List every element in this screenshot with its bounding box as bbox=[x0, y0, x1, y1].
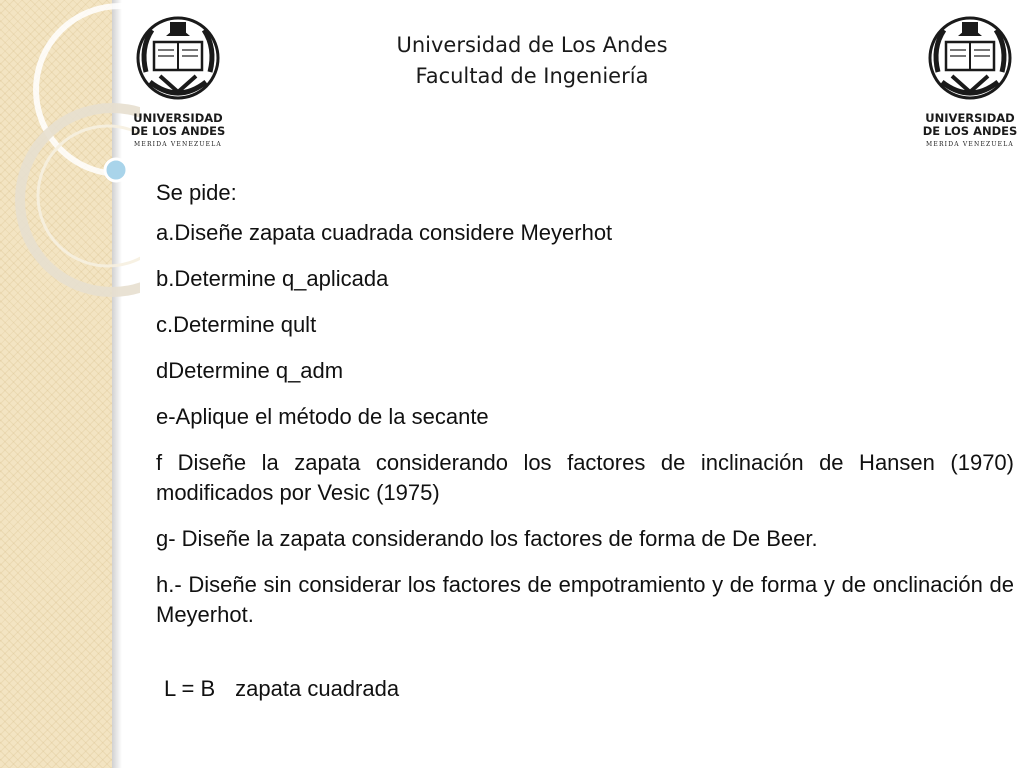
logo-name-line1-right: UNIVERSIDAD bbox=[925, 111, 1015, 125]
decorative-rings bbox=[0, 0, 140, 300]
logo-subtitle: MERIDA VENEZUELA bbox=[134, 141, 222, 148]
university-logo-right bbox=[922, 12, 1018, 150]
university-title: Universidad de Los Andes bbox=[396, 33, 668, 57]
item-b: b.Determine q_aplicada bbox=[156, 266, 389, 291]
slide-header bbox=[300, 30, 764, 92]
logo-name-line1: UNIVERSIDAD bbox=[133, 111, 223, 125]
faculty-title: Facultad de Ingeniería bbox=[415, 64, 649, 88]
formula-equation: L = B bbox=[164, 676, 216, 701]
item-f: f Diseñe la zapata considerando los factores de inclinación de Hansen (1970) modificados por Vesic (1975) bbox=[156, 450, 1014, 505]
item-h: h.- Diseñe sin considerar los factores de empotramiento y de forma y de onclinación de Meyerhot. bbox=[156, 572, 1014, 627]
logo-name-line2: DE LOS ANDES bbox=[130, 124, 226, 138]
item-d: dDetermine q_adm bbox=[156, 358, 344, 383]
item-c: c.Determine qult bbox=[156, 312, 317, 337]
logo-name-line2-right: DE LOS ANDES bbox=[922, 124, 1018, 138]
item-e: e-Aplique el método de la secante bbox=[156, 404, 489, 429]
formula-row bbox=[164, 674, 399, 704]
slide-body bbox=[156, 178, 1014, 646]
university-logo-left bbox=[130, 12, 226, 150]
item-a: a.Diseñe zapata cuadrada considere Meyerhot bbox=[156, 220, 613, 245]
logo-subtitle-right: MERIDA VENEZUELA bbox=[926, 141, 1014, 148]
intro-text: Se pide: bbox=[156, 180, 237, 205]
item-g: g- Diseñe la zapata considerando los factores de forma de De Beer. bbox=[156, 526, 818, 551]
blue-bubble bbox=[105, 159, 127, 181]
formula-note: zapata cuadrada bbox=[235, 676, 400, 701]
